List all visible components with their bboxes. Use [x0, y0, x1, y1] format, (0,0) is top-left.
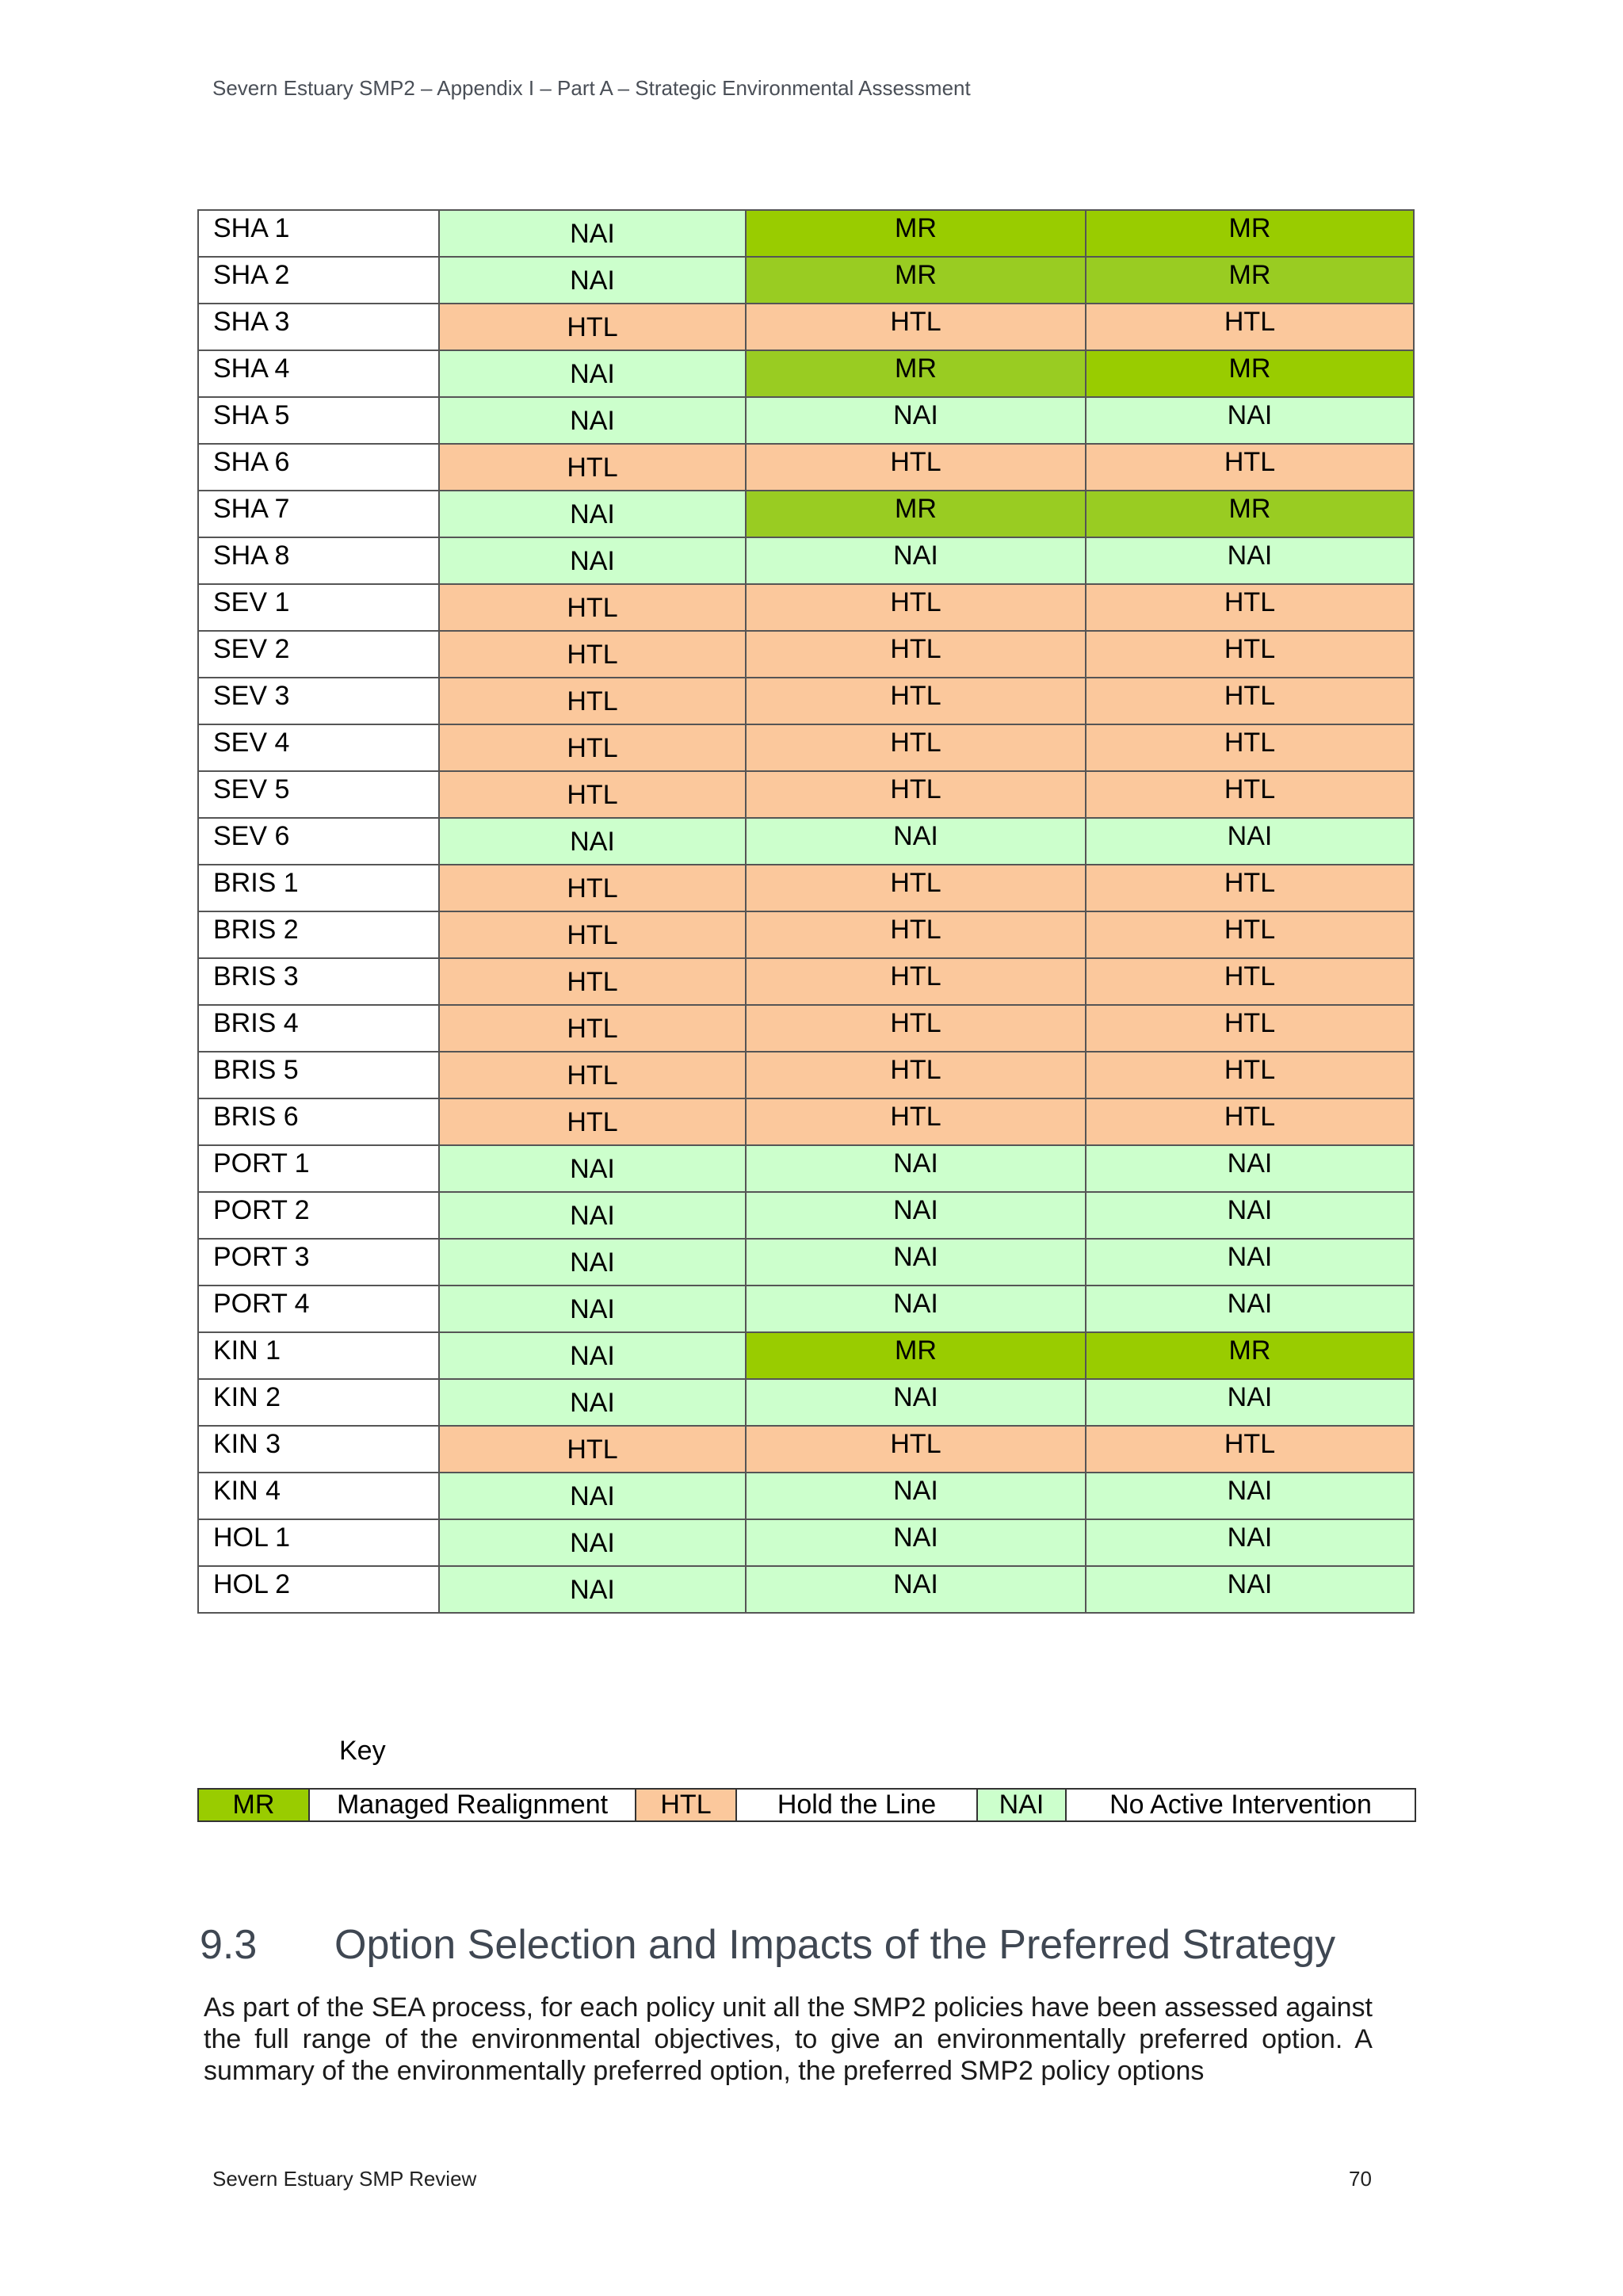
policy-cell: NAI — [746, 1192, 1086, 1239]
table-row — [198, 724, 1414, 771]
policy-cell: HTL — [1086, 771, 1414, 818]
section-body-text: As part of the SEA process, for each policy unit all the SMP2 policies have been assessed against the full range of the environmental objectives, to give an environmentally preferred option. A summary of the environmentally preferred option, the preferred SMP2 policy options — [204, 1992, 1373, 2086]
policy-cell: NAI — [746, 818, 1086, 865]
policy-cell: HTL — [746, 1005, 1086, 1052]
policy-cell: HTL — [1086, 958, 1414, 1005]
policy-unit-cell: BRIS 4 — [198, 1005, 439, 1052]
section-number: 9.3 — [200, 1922, 258, 1968]
page-number: 70 — [1349, 2167, 1372, 2191]
policy-cell: HTL — [746, 724, 1086, 771]
policy-cell: NAI — [439, 1379, 746, 1426]
policy-cell: NAI — [439, 1145, 746, 1192]
table-row — [198, 1473, 1414, 1519]
table-row — [198, 1098, 1414, 1145]
policy-unit-cell: SHA 8 — [198, 537, 439, 584]
table-row — [198, 818, 1414, 865]
policy-unit-cell: HOL 2 — [198, 1566, 439, 1613]
table-row — [198, 958, 1414, 1005]
policy-cell: NAI — [746, 1239, 1086, 1286]
policy-cell: HTL — [1086, 304, 1414, 350]
table-row — [198, 210, 1414, 257]
policy-cell: HTL — [439, 444, 746, 491]
table-row — [198, 1286, 1414, 1332]
policy-unit-cell: SEV 4 — [198, 724, 439, 771]
policy-cell: NAI — [439, 397, 746, 444]
policy-cell: HTL — [439, 584, 746, 631]
policy-cell: HTL — [1086, 678, 1414, 724]
key-text-htl: Hold the Line — [736, 1789, 977, 1821]
section-title: Option Selection and Impacts of the Preferred Strategy — [334, 1922, 1336, 1968]
policy-cell: MR — [746, 210, 1086, 257]
policy-cell: HTL — [746, 865, 1086, 911]
policy-cell: HTL — [1086, 631, 1414, 678]
policy-cell: MR — [1086, 257, 1414, 304]
policy-cell: NAI — [1086, 1286, 1414, 1332]
table-row — [198, 911, 1414, 958]
policy-cell: HTL — [439, 1052, 746, 1098]
policy-cell: NAI — [1086, 1566, 1414, 1613]
policy-unit-cell: SHA 3 — [198, 304, 439, 350]
table-row — [198, 1332, 1414, 1379]
key-code-mr: MR — [198, 1789, 309, 1821]
table-row — [198, 1239, 1414, 1286]
policy-cell: HTL — [439, 304, 746, 350]
table-row — [198, 584, 1414, 631]
policy-cell: HTL — [439, 1098, 746, 1145]
table-row — [198, 304, 1414, 350]
policy-cell: NAI — [746, 1473, 1086, 1519]
section-heading — [200, 1921, 1335, 1969]
policy-cell: NAI — [439, 537, 746, 584]
footer-title: Severn Estuary SMP Review — [212, 2167, 477, 2191]
policy-unit-cell: BRIS 3 — [198, 958, 439, 1005]
policy-cell: HTL — [746, 911, 1086, 958]
policy-cell: HTL — [439, 771, 746, 818]
policy-cell: HTL — [746, 771, 1086, 818]
policy-cell: NAI — [746, 1145, 1086, 1192]
policy-table-body — [198, 210, 1414, 1613]
policy-cell: MR — [1086, 491, 1414, 537]
table-row — [198, 1519, 1414, 1566]
table-row — [198, 1145, 1414, 1192]
policy-cell: HTL — [746, 631, 1086, 678]
key-row — [198, 1789, 1415, 1821]
policy-unit-cell: PORT 1 — [198, 1145, 439, 1192]
policy-cell: HTL — [1086, 1426, 1414, 1473]
key-code-htl: HTL — [636, 1789, 736, 1821]
policy-cell: NAI — [1086, 1519, 1414, 1566]
table-row — [198, 257, 1414, 304]
policy-cell: NAI — [1086, 1473, 1414, 1519]
policy-cell: NAI — [439, 818, 746, 865]
table-row — [198, 1426, 1414, 1473]
policy-unit-cell: BRIS 2 — [198, 911, 439, 958]
policy-unit-cell: SEV 5 — [198, 771, 439, 818]
table-row — [198, 865, 1414, 911]
policy-cell: MR — [746, 257, 1086, 304]
policy-cell: NAI — [439, 257, 746, 304]
policy-cell: HTL — [1086, 1005, 1414, 1052]
policy-cell: HTL — [1086, 724, 1414, 771]
policy-cell: NAI — [439, 491, 746, 537]
policy-cell: NAI — [439, 350, 746, 397]
policy-cell: HTL — [1086, 865, 1414, 911]
policy-cell: NAI — [746, 1379, 1086, 1426]
policy-cell: HTL — [1086, 584, 1414, 631]
policy-cell: NAI — [746, 1519, 1086, 1566]
policy-unit-cell: SHA 2 — [198, 257, 439, 304]
key-label: Key — [339, 1736, 386, 1766]
policy-cell: HTL — [746, 678, 1086, 724]
policy-cell: HTL — [439, 678, 746, 724]
key-text-nai: No Active Intervention — [1066, 1789, 1415, 1821]
policy-cell: MR — [1086, 1332, 1414, 1379]
policy-cell: NAI — [1086, 818, 1414, 865]
policy-cell: HTL — [439, 631, 746, 678]
table-row — [198, 1192, 1414, 1239]
policy-cell: NAI — [746, 1286, 1086, 1332]
policy-cell: HTL — [439, 911, 746, 958]
table-row — [198, 631, 1414, 678]
policy-cell: NAI — [439, 210, 746, 257]
table-row — [198, 1052, 1414, 1098]
policy-unit-cell: SEV 3 — [198, 678, 439, 724]
policy-cell: NAI — [439, 1332, 746, 1379]
policy-unit-cell: SEV 1 — [198, 584, 439, 631]
policy-cell: NAI — [1086, 397, 1414, 444]
policy-cell: NAI — [1086, 1145, 1414, 1192]
table-row — [198, 537, 1414, 584]
policy-cell: NAI — [439, 1473, 746, 1519]
policy-cell: MR — [746, 1332, 1086, 1379]
key-table — [197, 1788, 1416, 1822]
policy-unit-cell: KIN 3 — [198, 1426, 439, 1473]
policy-cell: HTL — [439, 958, 746, 1005]
policy-cell: NAI — [1086, 1192, 1414, 1239]
table-row — [198, 491, 1414, 537]
policy-cell: NAI — [439, 1519, 746, 1566]
policy-unit-cell: SEV 6 — [198, 818, 439, 865]
policy-unit-cell: KIN 1 — [198, 1332, 439, 1379]
policy-cell: HTL — [439, 865, 746, 911]
policy-cell: HTL — [1086, 911, 1414, 958]
policy-unit-cell: SHA 5 — [198, 397, 439, 444]
policy-unit-cell: BRIS 1 — [198, 865, 439, 911]
policy-unit-cell: SHA 4 — [198, 350, 439, 397]
policy-cell: NAI — [439, 1239, 746, 1286]
policy-cell: HTL — [439, 724, 746, 771]
table-row — [198, 350, 1414, 397]
policy-cell: HTL — [746, 584, 1086, 631]
policy-cell: HTL — [746, 444, 1086, 491]
table-row — [198, 1005, 1414, 1052]
policy-cell: MR — [746, 491, 1086, 537]
policy-cell: NAI — [439, 1286, 746, 1332]
policy-cell: NAI — [746, 1566, 1086, 1613]
policy-unit-cell: KIN 4 — [198, 1473, 439, 1519]
table-row — [198, 1379, 1414, 1426]
policy-unit-cell: PORT 2 — [198, 1192, 439, 1239]
policy-cell: HTL — [1086, 444, 1414, 491]
policy-unit-cell: PORT 3 — [198, 1239, 439, 1286]
table-row — [198, 444, 1414, 491]
policy-table — [197, 209, 1415, 1614]
policy-cell: HTL — [746, 1098, 1086, 1145]
policy-cell: HTL — [746, 1426, 1086, 1473]
policy-cell: HTL — [746, 958, 1086, 1005]
policy-cell: NAI — [439, 1566, 746, 1613]
table-row — [198, 678, 1414, 724]
policy-unit-cell: KIN 2 — [198, 1379, 439, 1426]
policy-cell: HTL — [1086, 1052, 1414, 1098]
policy-unit-cell: SHA 1 — [198, 210, 439, 257]
key-text-mr: Managed Realignment — [309, 1789, 636, 1821]
table-row — [198, 397, 1414, 444]
policy-cell: HTL — [746, 1052, 1086, 1098]
policy-cell: MR — [746, 350, 1086, 397]
policy-cell: NAI — [1086, 1239, 1414, 1286]
policy-cell: NAI — [746, 397, 1086, 444]
policy-cell: HTL — [439, 1005, 746, 1052]
policy-unit-cell: HOL 1 — [198, 1519, 439, 1566]
policy-cell: MR — [1086, 350, 1414, 397]
policy-cell: NAI — [1086, 1379, 1414, 1426]
page-header: Severn Estuary SMP2 – Appendix I – Part A – Strategic Environmental Assessment — [212, 76, 971, 100]
key-code-nai: NAI — [977, 1789, 1066, 1821]
policy-unit-cell: SHA 7 — [198, 491, 439, 537]
table-row — [198, 771, 1414, 818]
policy-cell: MR — [1086, 210, 1414, 257]
policy-unit-cell: PORT 4 — [198, 1286, 439, 1332]
policy-unit-cell: BRIS 6 — [198, 1098, 439, 1145]
policy-cell: HTL — [439, 1426, 746, 1473]
policy-unit-cell: SEV 2 — [198, 631, 439, 678]
policy-cell: NAI — [746, 537, 1086, 584]
policy-cell: HTL — [1086, 1098, 1414, 1145]
policy-cell: NAI — [439, 1192, 746, 1239]
policy-cell: NAI — [1086, 537, 1414, 584]
policy-cell: HTL — [746, 304, 1086, 350]
policy-unit-cell: SHA 6 — [198, 444, 439, 491]
policy-unit-cell: BRIS 5 — [198, 1052, 439, 1098]
table-row — [198, 1566, 1414, 1613]
